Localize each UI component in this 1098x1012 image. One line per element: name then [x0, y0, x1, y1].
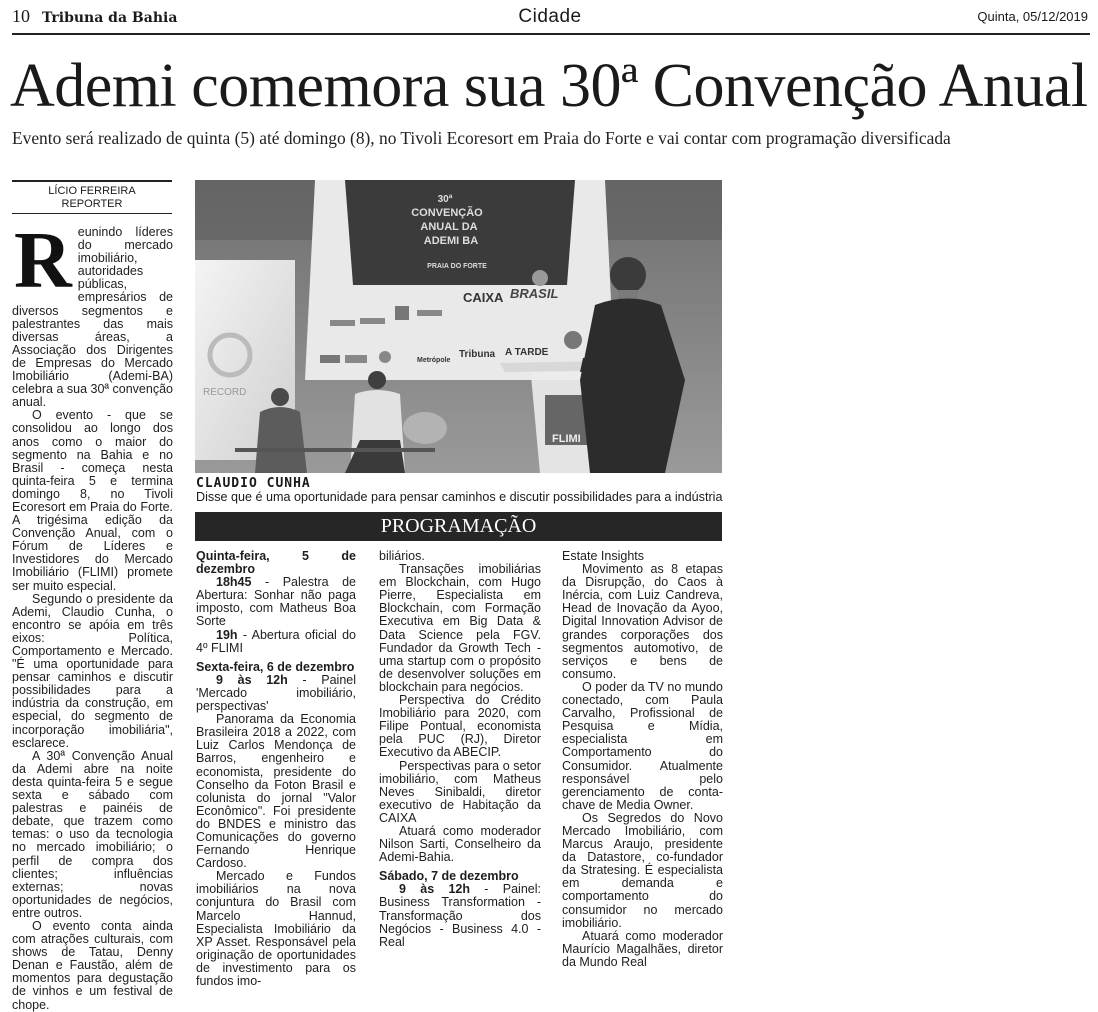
article-paragraph: Segundo o presidente da Ademi, Claudio Cunha, o encontro se apóia em três eixos: Política, Comportamento e Mercado. "É uma oportunidade para pensar caminhos e discutir possibilidades para a indústria da construção, em especial, do segmento de incorporação imobiliária", esclarece. — [12, 591, 173, 750]
programming-column-3 — [562, 550, 723, 969]
section-name: Cidade — [518, 6, 582, 27]
schedule-time: 19h — [216, 627, 238, 642]
article-subheadline: Evento será realizado de quinta (5) até domingo (8), no Tivoli Ecoresort em Praia do Forte e vai contar com programação diversificada — [12, 128, 951, 148]
svg-text:CONVENÇÃO: CONVENÇÃO — [411, 207, 483, 219]
schedule-item: Panorama da Economia Brasileira 2018 a 2022, com Luiz Carlos Mendonça de Barros, engenheiro e economista, presidente do Conselho da Foton Brasil e colunista do jornal "Valor Econômico". Foi presidente do BNDES e ministro das Comunicações do governo Fernando Henrique Cardoso. — [196, 712, 356, 871]
schedule-time: 9 às 12h — [399, 882, 470, 897]
schedule-time: 18h45 — [216, 575, 252, 590]
article-paragraph: A 30ª Convenção Anual da Ademi abre na noite desta quinta-feira 5 e segue sexta e sábado com palestras e painéis de debate, que trazem como temas: o uso da tecnologia no mercado imobiliário; o perfil de compra dos clientes; influências externas; novas oportunidades de negócios, entre outros. — [12, 748, 173, 920]
schedule-day-heading: Sexta-feira, 6 de dezembro — [196, 659, 355, 674]
photo-caption-name: CLAUDIO CUNHA — [196, 476, 311, 491]
schedule-item: 18h45 - Palestra de Abertura: Sonhar não paga imposto, com Matheus Boa Sorte — [196, 575, 356, 629]
photo-caption: Disse que é uma oportunidade para pensar caminhos e discutir possibilidades para a indústria — [196, 490, 723, 504]
schedule-item: Mercado e Fundos imobiliários na nova conjuntura do Brasil com Marcelo Hannud, Especialista Imobiliário da XP Asset. Responsável pela originação de oportunidades de investimento para os fundos imo- — [196, 869, 356, 988]
article-paragraph: O evento conta ainda com atrações culturais, com shows de Tatau, Denny Denan e Faustão, além de momentos para degustação de vinhos e um festival de chope. — [12, 918, 173, 1012]
schedule-item: Estate Insights — [562, 549, 644, 563]
schedule-time: 9 às 12h — [216, 672, 288, 687]
schedule-item: Os Segredos do Novo Mercado Imobiliário, com Marcus Araujo, presidente da Datastore, co-fundador da Stratesing. É especialista em demanda e comportamento do consumidor no mercado imobiliário. — [562, 810, 723, 930]
schedule-item: Atuará como moderador Maurício Magalhães, diretor da Mundo Real — [562, 928, 723, 969]
schedule-item: Transações imobiliárias em Blockchain, com Hugo Pierre, Especialista em Blockchain, com Formação Executiva em Big Data & Data Science pela FGV. Fundador da Growth Tech - uma startup com o propósito de desenvolver soluções em blockchain para negócios. — [379, 562, 541, 694]
header-rule — [12, 33, 1090, 35]
programming-title: PROGRAMAÇÃO — [380, 515, 537, 537]
drop-cap: R — [14, 217, 72, 305]
schedule-item: Movimento as 8 etapas da Disrupção, do Caos à Inércia, com Luiz Candreva, Head de Inovação da Ayoo, Digital Innovation Advisor de grandes corporações dos segmentos automotivo, de serviços e bens de consumo. — [562, 562, 723, 681]
issue-date: Quinta, 05/12/2019 — [977, 9, 1088, 24]
svg-text:ANUAL DA: ANUAL DA — [420, 221, 478, 233]
article-paragraph: Reunindo líderes do mercado imobiliário, autoridades públicas, empresários de diversos segmentos e palestrantes das mais diversas áreas, a Associação dos Dirigentes de Empresas do Mercado Imobiliário (Ademi-BA) celebra a sua 30ª convenção anual. — [12, 217, 173, 410]
schedule-item: O poder da TV no mundo conectado, com Paula Carvalho, Profissional de Pesquisa e Mídia, especialista em Comportamento do Consumidor. Atualmente responsável pelo gerenciamento de conta-chave de Media Owner. — [562, 679, 723, 812]
schedule-item: 9 às 12h - Painel: Business Transformation - Transformação dos Negócios - Business 4.0 - Real — [379, 882, 541, 949]
schedule-day-heading: Sábado, 7 de dezembro — [379, 869, 519, 884]
schedule-item: Atuará como moderador Nilson Sarti, Conselheiro da Ademi-Bahia. — [379, 823, 541, 865]
svg-text:ADEMI BA: ADEMI BA — [423, 235, 479, 247]
programming-column-2 — [379, 550, 541, 949]
newspaper-name: Tribuna da Bahia — [42, 10, 178, 26]
article-body-column — [12, 217, 173, 1012]
schedule-item: biliários. — [379, 549, 425, 563]
byline-top-rule — [12, 180, 172, 182]
svg-text:Metrópole: Metrópole — [417, 357, 451, 364]
programming-column-1 — [196, 550, 356, 988]
page-number: 10 — [12, 6, 30, 26]
schedule-item: Perspectivas para o setor imobiliário, com Matheus Neves Sinibaldi, diretor executivo de Habitação da CAIXA — [379, 758, 541, 825]
svg-text:PRAIA DO FORTE: PRAIA DO FORTE — [427, 263, 487, 270]
svg-text:BRASIL: BRASIL — [510, 286, 559, 301]
byline-bottom-rule — [12, 213, 172, 214]
svg-text:A TARDE: A TARDE — [505, 347, 549, 358]
podium-logo: FLIMI — [552, 433, 581, 445]
article-paragraph: O evento - que se consolidou ao longo dos anos como o maior do segmento na Bahia e no Brasil - começa nesta quinta-feira 5 e termina domingo 8, no Tivoli Ecoresort em Praia do Forte. A trigésima edição da Convenção Anual, com o Fórum de Líderes e Investidores do Mercado Imobiliário (FLIMI) promete ser muito especial. — [12, 408, 173, 593]
schedule-day-heading: Quinta-feira, 5 de dezembro — [196, 549, 356, 577]
article-headline: Ademi comemora sua 30ª Convenção Anual — [10, 52, 1088, 120]
svg-text:30ª: 30ª — [437, 194, 453, 205]
record-logo-text: RECORD — [203, 387, 247, 398]
schedule-item: 19h - Abertura oficial do 4º FLIMI — [196, 627, 356, 655]
byline — [12, 185, 172, 211]
byline-name: LÍCIO FERREIRA — [48, 185, 136, 197]
event-photo — [195, 180, 722, 473]
byline-role: REPORTER — [61, 198, 123, 210]
svg-text:Tribuna: Tribuna — [459, 349, 496, 360]
schedule-item: 9 às 12h - Painel 'Mercado imobiliário, perspectivas' — [196, 672, 357, 714]
svg-text:CAIXA: CAIXA — [463, 290, 504, 305]
schedule-item: Perspectiva do Crédito Imobiliário para 2020, com Filipe Pontual, economista pela PUC (RJ), Diretor Executivo da ABECIP. — [379, 693, 541, 760]
